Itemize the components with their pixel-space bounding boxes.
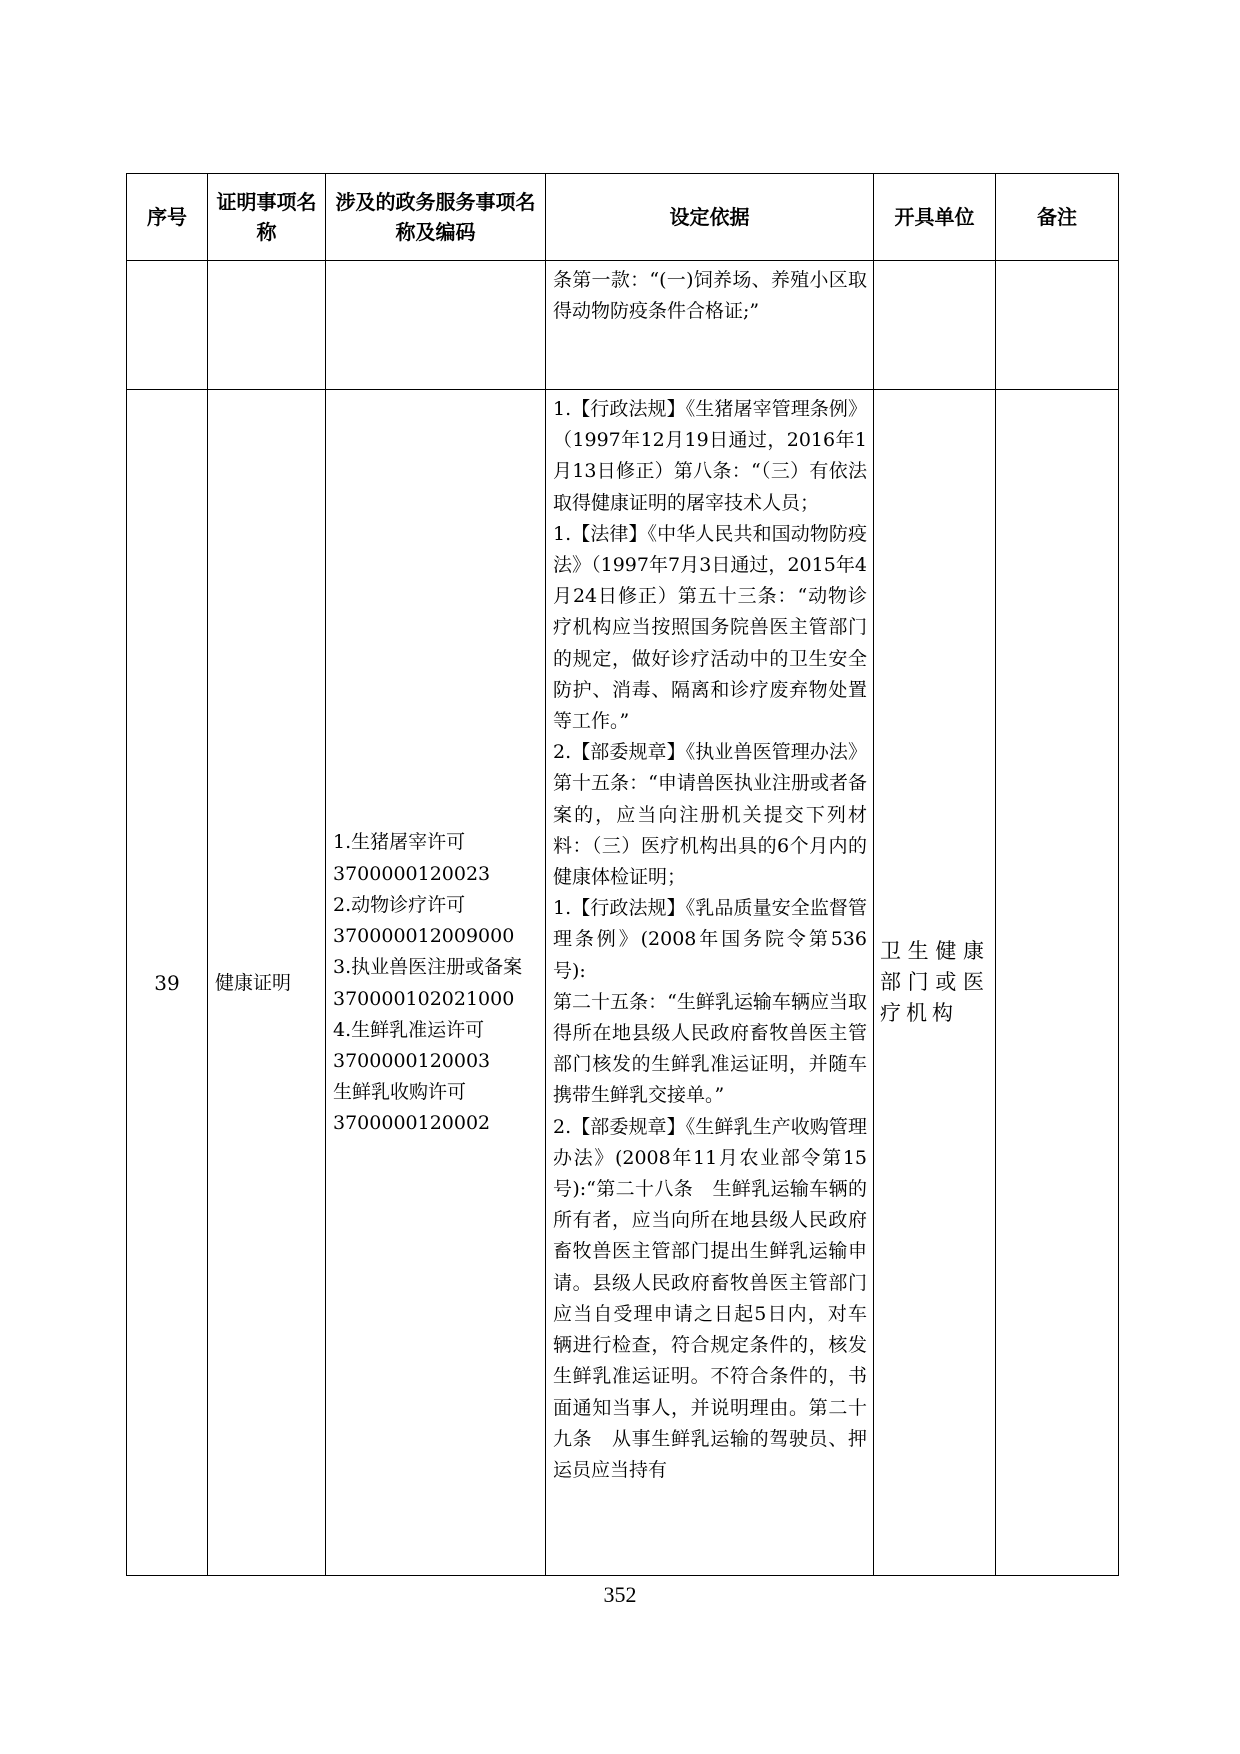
row-issuer-cell (874, 390, 996, 1576)
header-remarks: 备注 (996, 174, 1119, 261)
row-cert-name-cell (208, 390, 326, 1576)
row-basis: 1.【行政法规】《生猪屠宰管理条例》（1997年12月19日通过，2016年1月13日修正）第八条：“（三）有依法取得健康证明的屠宰技术人员； 1.【法律】《中华人民共和国动物防疫法》（1997年7月3日通过，2015年4月24日修正）第五十三条：“动物诊疗机构应当按照国务院兽医主管部门的规定，做好诊疗活动中的卫生安全防护、消毒、隔离和诊疗废弃物处置等工作。” 2.【部委规章】《执业兽医管理办法》第十五条：“申请兽医执业注册或者备案的，应当向注册机关提交下列材料：（三）医疗机构出具的6个月内的健康体检证明； 1.【行政法规】《乳品质量安全监督管理条例》(2008年国务院令第536号): 第二十五条：“生鲜乳运输车辆应当取得所在地县级人民政府畜牧兽医主管部门核发的生鲜乳准运证明，并随车携带生鲜乳交接单。” 2.【部委规章】《生鲜乳生产收购管理办法》(2008年11月农业部令第15号):“第二十八条 生鲜乳运输车辆的所有者，应当向所在地县级人民政府畜牧兽医主管部门提出生鲜乳运输申请。县级人民政府畜牧兽医主管部门应当自受理申请之日起5日内，对车辆进行检查，符合规定条件的，核发生鲜乳准运证明。不符合条件的，书面通知当事人，并说明理由。第二十九条 从事生鲜乳运输的驾驶员、押运员应当持有 (553, 398, 867, 1481)
header-row (127, 174, 1119, 261)
row-seq: 39 (154, 970, 180, 995)
header-cert-name: 证明事项名称 (208, 174, 326, 261)
row-services: 1.生猪屠宰许可 3700000120023 2.动物诊疗许可 370000012009000 3.执业兽医注册或备案 370000102021000 4.生鲜乳准运许可 3700000120003 生鲜乳收购许可 3700000120002 (333, 831, 523, 1135)
row-cert-name: 健康证明 (215, 971, 292, 994)
row-basis-cell (546, 390, 874, 1576)
certification-table (126, 173, 1119, 1576)
row-seq-cell (127, 390, 208, 1576)
continued-basis-cell (546, 261, 874, 390)
continued-seq-cell (127, 261, 208, 390)
row-services-cell (326, 390, 546, 1576)
row-remarks (996, 982, 1118, 984)
table-row-39 (127, 390, 1119, 1576)
continued-services-cell (326, 261, 546, 390)
table-row-continued (127, 261, 1119, 390)
continued-cert-name-cell (208, 261, 326, 390)
page-number: 352 (603, 1582, 637, 1607)
header-seq: 序号 (127, 174, 208, 261)
header-services: 涉及的政务服务事项名称及编码 (326, 174, 546, 261)
header-issuer: 开具单位 (874, 174, 996, 261)
continued-basis-text: 条第一款：“(一)饲养场、养殖小区取得动物防疫条件合格证;” (553, 269, 867, 323)
row-remarks-cell (996, 390, 1119, 1576)
header-basis: 设定依据 (546, 174, 874, 261)
continued-remarks-cell (996, 261, 1119, 390)
continued-issuer-cell (874, 261, 996, 390)
row-issuer: 卫生健康部门或医疗机构 (880, 939, 989, 1025)
